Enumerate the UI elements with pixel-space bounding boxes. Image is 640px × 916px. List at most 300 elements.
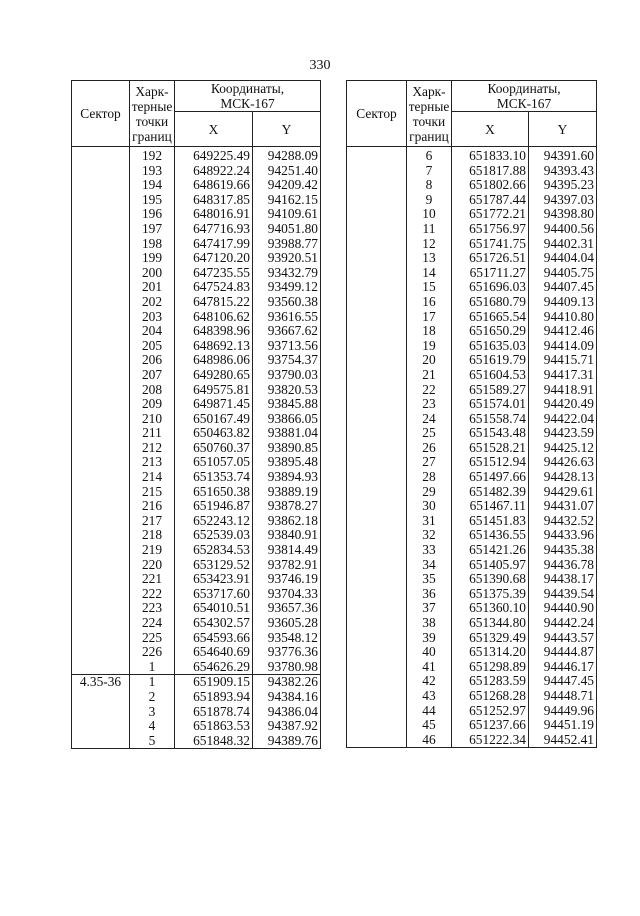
table-row xyxy=(72,339,321,354)
point-number-cell: 14 xyxy=(407,266,452,281)
point-number-cell: 9 xyxy=(407,193,452,208)
x-coordinate-cell: 651252.97 xyxy=(452,704,529,719)
table-row xyxy=(347,660,597,675)
y-coordinate-cell: 93878.27 xyxy=(253,499,321,514)
header-coord-line: МСК-167 xyxy=(220,96,275,111)
table-row xyxy=(347,528,597,543)
x-coordinate-cell: 651421.26 xyxy=(452,543,529,558)
x-coordinate-cell: 651360.10 xyxy=(452,601,529,616)
y-coordinate-cell: 94414.09 xyxy=(529,339,597,354)
x-coordinate-cell: 654593.66 xyxy=(175,631,253,646)
header-char-line: терные xyxy=(408,98,450,114)
y-coordinate-cell: 94404.04 xyxy=(529,251,597,266)
y-coordinate-cell: 94407.45 xyxy=(529,280,597,295)
sector-cell xyxy=(72,412,130,427)
header-char-line: точки xyxy=(135,113,169,129)
sector-cell xyxy=(72,324,130,339)
header-char-line: терные xyxy=(131,98,173,114)
x-coordinate-cell: 651497.66 xyxy=(452,470,529,485)
point-number-cell: 26 xyxy=(407,441,452,456)
y-coordinate-cell: 93820.53 xyxy=(253,383,321,398)
table-row xyxy=(347,645,597,660)
point-number-cell: 33 xyxy=(407,543,452,558)
y-coordinate-cell: 93866.05 xyxy=(253,412,321,427)
table-row xyxy=(347,310,597,325)
y-coordinate-cell: 93790.03 xyxy=(253,368,321,383)
sector-cell xyxy=(347,251,407,266)
y-coordinate-cell: 93780.98 xyxy=(253,660,321,675)
x-coordinate-cell: 651787.44 xyxy=(452,193,529,208)
point-number-cell: 44 xyxy=(407,704,452,719)
sector-cell xyxy=(72,499,130,514)
table-row xyxy=(347,237,597,252)
point-number-cell: 38 xyxy=(407,616,452,631)
sector-cell xyxy=(347,207,407,222)
point-number-cell: 2 xyxy=(130,690,175,705)
table-row xyxy=(72,280,321,295)
table-row xyxy=(347,733,597,748)
x-coordinate-cell: 651390.68 xyxy=(452,572,529,587)
point-number-cell: 13 xyxy=(407,251,452,266)
sector-cell xyxy=(72,426,130,441)
point-number-cell: 30 xyxy=(407,499,452,514)
sector-cell xyxy=(347,718,407,733)
table-row xyxy=(347,485,597,500)
point-number-cell: 199 xyxy=(130,251,175,266)
sector-cell xyxy=(347,193,407,208)
sector-cell xyxy=(72,193,130,208)
x-coordinate-cell: 648106.62 xyxy=(175,310,253,325)
point-number-cell: 201 xyxy=(130,280,175,295)
x-coordinate-cell: 654302.57 xyxy=(175,616,253,631)
y-coordinate-cell: 93895.48 xyxy=(253,455,321,470)
y-coordinate-cell: 94426.63 xyxy=(529,455,597,470)
y-coordinate-cell: 94435.38 xyxy=(529,543,597,558)
y-coordinate-cell: 94402.31 xyxy=(529,237,597,252)
sector-cell xyxy=(347,383,407,398)
y-coordinate-cell: 94393.43 xyxy=(529,164,597,179)
sector-cell xyxy=(72,660,130,675)
sector-cell xyxy=(347,339,407,354)
y-coordinate-cell: 94418.91 xyxy=(529,383,597,398)
table-row xyxy=(72,558,321,573)
point-number-cell: 24 xyxy=(407,412,452,427)
x-coordinate-cell: 651726.51 xyxy=(452,251,529,266)
y-coordinate-cell: 93845.88 xyxy=(253,397,321,412)
point-number-cell: 18 xyxy=(407,324,452,339)
point-number-cell: 35 xyxy=(407,572,452,587)
table-row xyxy=(72,353,321,368)
sector-cell xyxy=(347,572,407,587)
y-coordinate-cell: 93616.55 xyxy=(253,310,321,325)
y-coordinate-cell: 94412.46 xyxy=(529,324,597,339)
x-coordinate-cell: 651696.03 xyxy=(452,280,529,295)
header-char-line: точки xyxy=(412,113,446,129)
point-number-cell: 3 xyxy=(130,705,175,720)
table-row xyxy=(72,251,321,266)
y-coordinate-cell: 94420.49 xyxy=(529,397,597,412)
sector-cell xyxy=(72,543,130,558)
table-row xyxy=(347,601,597,616)
sector-cell xyxy=(72,616,130,631)
x-coordinate-cell: 651344.80 xyxy=(452,616,529,631)
x-coordinate-cell: 651909.15 xyxy=(175,675,253,690)
y-coordinate-cell: 94397.03 xyxy=(529,193,597,208)
sector-cell xyxy=(347,528,407,543)
y-coordinate-cell: 93776.36 xyxy=(253,645,321,660)
y-coordinate-cell: 94432.52 xyxy=(529,514,597,529)
x-coordinate-cell: 651756.97 xyxy=(452,222,529,237)
y-coordinate-cell: 93548.12 xyxy=(253,631,321,646)
table-row xyxy=(347,689,597,704)
point-number-cell: 46 xyxy=(407,733,452,748)
table-row xyxy=(72,690,321,705)
x-coordinate-cell: 651635.03 xyxy=(452,339,529,354)
y-coordinate-cell: 94387.92 xyxy=(253,719,321,734)
point-number-cell: 224 xyxy=(130,616,175,631)
sector-cell xyxy=(347,616,407,631)
y-coordinate-cell: 94442.24 xyxy=(529,616,597,631)
x-coordinate-cell: 652834.53 xyxy=(175,543,253,558)
table-row xyxy=(72,412,321,427)
x-coordinate-cell: 651436.55 xyxy=(452,528,529,543)
table-row xyxy=(72,222,321,237)
x-coordinate-cell: 648692.13 xyxy=(175,339,253,354)
x-coordinate-cell: 649575.81 xyxy=(175,383,253,398)
x-coordinate-cell: 651405.97 xyxy=(452,558,529,573)
x-coordinate-cell: 651711.27 xyxy=(452,266,529,281)
y-coordinate-cell: 94398.80 xyxy=(529,207,597,222)
y-coordinate-cell: 94433.96 xyxy=(529,528,597,543)
sector-cell xyxy=(72,455,130,470)
header-characteristic-points xyxy=(407,81,452,147)
y-coordinate-cell: 94423.59 xyxy=(529,426,597,441)
x-coordinate-cell: 651589.27 xyxy=(452,383,529,398)
x-coordinate-cell: 647716.93 xyxy=(175,222,253,237)
sector-cell xyxy=(347,441,407,456)
table-row xyxy=(347,441,597,456)
x-coordinate-cell: 649871.45 xyxy=(175,397,253,412)
x-coordinate-cell: 651329.49 xyxy=(452,631,529,646)
y-coordinate-cell: 93667.62 xyxy=(253,324,321,339)
point-number-cell: 19 xyxy=(407,339,452,354)
sector-cell xyxy=(347,587,407,602)
header-y: Y xyxy=(529,112,597,147)
y-coordinate-cell: 94400.56 xyxy=(529,222,597,237)
table-row xyxy=(72,528,321,543)
table-row xyxy=(347,514,597,529)
point-number-cell: 204 xyxy=(130,324,175,339)
table-row xyxy=(72,426,321,441)
y-coordinate-cell: 94448.71 xyxy=(529,689,597,704)
table-row xyxy=(347,178,597,193)
x-coordinate-cell: 647120.20 xyxy=(175,251,253,266)
x-coordinate-cell: 650463.82 xyxy=(175,426,253,441)
x-coordinate-cell: 654626.29 xyxy=(175,660,253,675)
y-coordinate-cell: 94405.75 xyxy=(529,266,597,281)
table-row xyxy=(347,324,597,339)
x-coordinate-cell: 648016.91 xyxy=(175,207,253,222)
y-coordinate-cell: 94409.13 xyxy=(529,295,597,310)
x-coordinate-cell: 651222.34 xyxy=(452,733,529,748)
table-row xyxy=(72,572,321,587)
x-coordinate-cell: 651353.74 xyxy=(175,470,253,485)
x-coordinate-cell: 651268.28 xyxy=(452,689,529,704)
point-number-cell: 211 xyxy=(130,426,175,441)
table-row xyxy=(72,616,321,631)
sector-cell xyxy=(72,528,130,543)
header-sector: Сектор xyxy=(72,81,130,147)
table-row xyxy=(72,237,321,252)
point-number-cell: 7 xyxy=(407,164,452,179)
table-row xyxy=(72,295,321,310)
y-coordinate-cell: 93704.33 xyxy=(253,587,321,602)
table-row xyxy=(347,718,597,733)
x-coordinate-cell: 648317.85 xyxy=(175,193,253,208)
sector-cell xyxy=(347,397,407,412)
sector-cell xyxy=(347,631,407,646)
table-row xyxy=(72,310,321,325)
x-coordinate-cell: 651817.88 xyxy=(452,164,529,179)
point-number-cell: 36 xyxy=(407,587,452,602)
sector-cell xyxy=(347,689,407,704)
table-row xyxy=(347,222,597,237)
sector-cell xyxy=(72,631,130,646)
header-coordinates xyxy=(452,81,597,112)
table-row xyxy=(72,675,321,690)
y-coordinate-cell: 94444.87 xyxy=(529,645,597,660)
table-row xyxy=(72,719,321,734)
x-coordinate-cell: 648986.06 xyxy=(175,353,253,368)
sector-cell xyxy=(347,178,407,193)
sector-cell xyxy=(347,295,407,310)
table-row xyxy=(72,587,321,602)
table-row xyxy=(347,674,597,689)
table-row xyxy=(72,207,321,222)
sector-cell xyxy=(72,266,130,281)
table-row xyxy=(72,543,321,558)
y-coordinate-cell: 94415.71 xyxy=(529,353,597,368)
y-coordinate-cell: 94451.19 xyxy=(529,718,597,733)
header-sector: Сектор xyxy=(347,81,407,147)
y-coordinate-cell: 94439.54 xyxy=(529,587,597,602)
header-y: Y xyxy=(253,112,321,147)
sector-cell xyxy=(347,455,407,470)
table-row xyxy=(347,587,597,602)
point-number-cell: 34 xyxy=(407,558,452,573)
table-row xyxy=(72,324,321,339)
x-coordinate-cell: 651604.53 xyxy=(452,368,529,383)
point-number-cell: 206 xyxy=(130,353,175,368)
point-number-cell: 213 xyxy=(130,455,175,470)
header-coord-line: Координаты, xyxy=(210,81,285,96)
sector-cell xyxy=(72,587,130,602)
sector-cell xyxy=(347,164,407,179)
y-coordinate-cell: 94449.96 xyxy=(529,704,597,719)
x-coordinate-cell: 647235.55 xyxy=(175,266,253,281)
x-coordinate-cell: 651619.79 xyxy=(452,353,529,368)
point-number-cell: 195 xyxy=(130,193,175,208)
point-number-cell: 209 xyxy=(130,397,175,412)
y-coordinate-cell: 94391.60 xyxy=(529,147,597,164)
point-number-cell: 226 xyxy=(130,645,175,660)
sector-cell xyxy=(72,280,130,295)
point-number-cell: 208 xyxy=(130,383,175,398)
coordinates-table-left xyxy=(71,80,321,749)
sector-cell xyxy=(72,147,130,164)
sector-cell xyxy=(72,295,130,310)
sector-cell xyxy=(72,485,130,500)
table-row xyxy=(72,645,321,660)
y-coordinate-cell: 94428.13 xyxy=(529,470,597,485)
table-row xyxy=(347,616,597,631)
table-row xyxy=(72,485,321,500)
x-coordinate-cell: 651741.75 xyxy=(452,237,529,252)
x-coordinate-cell: 651665.54 xyxy=(452,310,529,325)
sector-cell xyxy=(347,266,407,281)
sector-cell xyxy=(347,514,407,529)
point-number-cell: 17 xyxy=(407,310,452,325)
x-coordinate-cell: 651528.21 xyxy=(452,441,529,456)
table-row xyxy=(72,441,321,456)
table-row xyxy=(72,266,321,281)
y-coordinate-cell: 94443.57 xyxy=(529,631,597,646)
point-number-cell: 1 xyxy=(130,660,175,675)
sector-cell xyxy=(72,690,130,705)
x-coordinate-cell: 650167.49 xyxy=(175,412,253,427)
table-row xyxy=(347,426,597,441)
x-coordinate-cell: 651057.05 xyxy=(175,455,253,470)
sector-cell xyxy=(347,368,407,383)
y-coordinate-cell: 93746.19 xyxy=(253,572,321,587)
x-coordinate-cell: 651946.87 xyxy=(175,499,253,514)
y-coordinate-cell: 93754.37 xyxy=(253,353,321,368)
table-row xyxy=(72,455,321,470)
y-coordinate-cell: 94051.80 xyxy=(253,222,321,237)
x-coordinate-cell: 648922.24 xyxy=(175,164,253,179)
point-number-cell: 42 xyxy=(407,674,452,689)
sector-cell xyxy=(72,441,130,456)
header-x: X xyxy=(452,112,529,147)
point-number-cell: 43 xyxy=(407,689,452,704)
x-coordinate-cell: 651237.66 xyxy=(452,718,529,733)
point-number-cell: 205 xyxy=(130,339,175,354)
sector-cell xyxy=(72,251,130,266)
x-coordinate-cell: 651802.66 xyxy=(452,178,529,193)
header-coordinates xyxy=(175,81,321,112)
point-number-cell: 25 xyxy=(407,426,452,441)
y-coordinate-cell: 93920.51 xyxy=(253,251,321,266)
y-coordinate-cell: 94251.40 xyxy=(253,164,321,179)
sector-cell xyxy=(347,237,407,252)
x-coordinate-cell: 651314.20 xyxy=(452,645,529,660)
y-coordinate-cell: 94425.12 xyxy=(529,441,597,456)
sector-cell xyxy=(347,499,407,514)
x-coordinate-cell: 651298.89 xyxy=(452,660,529,675)
sector-cell xyxy=(347,645,407,660)
point-number-cell: 40 xyxy=(407,645,452,660)
table-row xyxy=(347,704,597,719)
x-coordinate-cell: 651833.10 xyxy=(452,147,529,164)
sector-cell xyxy=(72,383,130,398)
y-coordinate-cell: 93657.36 xyxy=(253,601,321,616)
y-coordinate-cell: 94382.26 xyxy=(253,675,321,690)
table-row xyxy=(72,178,321,193)
sector-cell xyxy=(72,719,130,734)
x-coordinate-cell: 651451.83 xyxy=(452,514,529,529)
point-number-cell: 22 xyxy=(407,383,452,398)
table-row xyxy=(72,705,321,720)
point-number-cell: 193 xyxy=(130,164,175,179)
sector-cell xyxy=(347,324,407,339)
sector-cell xyxy=(72,368,130,383)
sector-cell xyxy=(347,543,407,558)
table-row xyxy=(347,266,597,281)
sector-cell xyxy=(72,310,130,325)
point-number-cell: 219 xyxy=(130,543,175,558)
point-number-cell: 197 xyxy=(130,222,175,237)
x-coordinate-cell: 651467.11 xyxy=(452,499,529,514)
point-number-cell: 217 xyxy=(130,514,175,529)
sector-cell xyxy=(347,353,407,368)
x-coordinate-cell: 651893.94 xyxy=(175,690,253,705)
x-coordinate-cell: 647417.99 xyxy=(175,237,253,252)
table-row xyxy=(347,368,597,383)
point-number-cell: 29 xyxy=(407,485,452,500)
x-coordinate-cell: 651375.39 xyxy=(452,587,529,602)
table-row xyxy=(347,295,597,310)
point-number-cell: 1 xyxy=(130,675,175,690)
point-number-cell: 200 xyxy=(130,266,175,281)
point-number-cell: 23 xyxy=(407,397,452,412)
y-coordinate-cell: 93814.49 xyxy=(253,543,321,558)
table-row xyxy=(347,251,597,266)
point-number-cell: 41 xyxy=(407,660,452,675)
point-number-cell: 203 xyxy=(130,310,175,325)
sector-cell xyxy=(347,485,407,500)
sector-cell xyxy=(72,353,130,368)
header-char-line: границ xyxy=(132,128,172,144)
point-number-cell: 11 xyxy=(407,222,452,237)
point-number-cell: 21 xyxy=(407,368,452,383)
sector-cell xyxy=(347,660,407,675)
table-row xyxy=(72,631,321,646)
x-coordinate-cell: 653717.60 xyxy=(175,587,253,602)
point-number-cell: 31 xyxy=(407,514,452,529)
table-row xyxy=(347,339,597,354)
sector-cell xyxy=(347,733,407,748)
x-coordinate-cell: 651482.39 xyxy=(452,485,529,500)
table-row xyxy=(347,543,597,558)
sector-cell xyxy=(347,310,407,325)
x-coordinate-cell: 651650.29 xyxy=(452,324,529,339)
table-row xyxy=(347,631,597,646)
x-coordinate-cell: 648398.96 xyxy=(175,324,253,339)
point-number-cell: 222 xyxy=(130,587,175,602)
point-number-cell: 32 xyxy=(407,528,452,543)
table-row xyxy=(347,397,597,412)
point-number-cell: 218 xyxy=(130,528,175,543)
point-number-cell: 194 xyxy=(130,178,175,193)
table-row xyxy=(347,193,597,208)
point-number-cell: 216 xyxy=(130,499,175,514)
y-coordinate-cell: 94422.04 xyxy=(529,412,597,427)
table-row xyxy=(347,499,597,514)
point-number-cell: 202 xyxy=(130,295,175,310)
y-coordinate-cell: 94410.80 xyxy=(529,310,597,325)
sector-cell xyxy=(72,237,130,252)
x-coordinate-cell: 648619.66 xyxy=(175,178,253,193)
